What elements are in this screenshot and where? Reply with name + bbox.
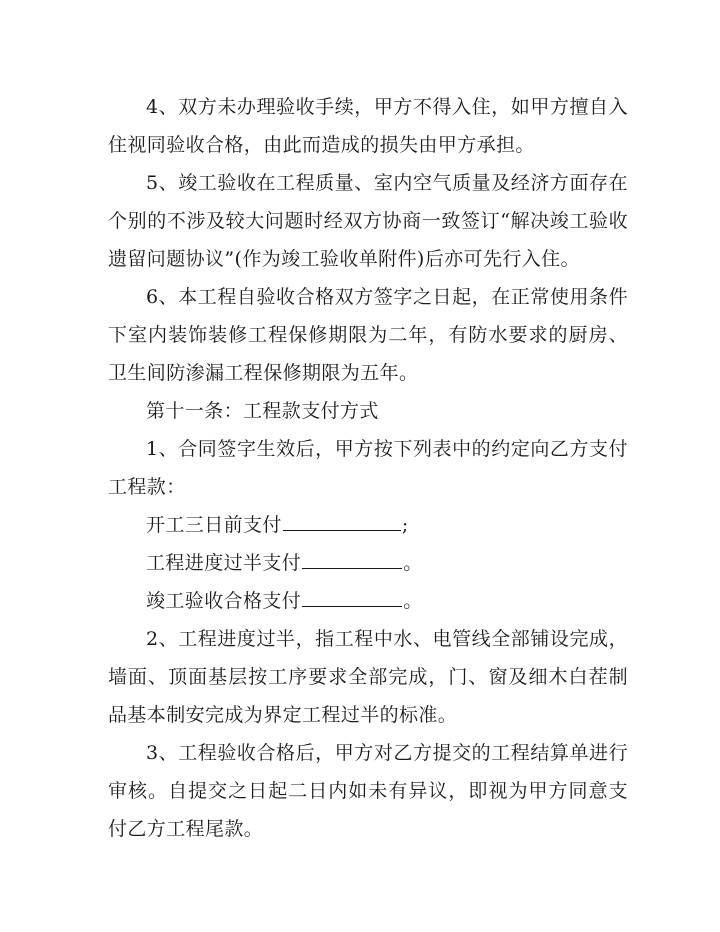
fill-in-blank	[302, 546, 402, 569]
payment-line-label: 开工三日前支付	[146, 514, 282, 536]
payment-line-end: 。	[403, 590, 423, 612]
payment-line-midway	[108, 544, 628, 582]
payment-line-completion	[108, 582, 628, 620]
clause-5-paragraph: 5、竣工验收在工程质量、室内空气质量及经济方面存在个别的不涉及较大问题时经双方协商一致签订“解决竣工验收遗留问题协议”(作为竣工验收单附件)后亦可先行入住。	[108, 172, 628, 270]
article-11-heading: 第十一条：工程款支付方式	[146, 400, 379, 422]
payment-clause-3-paragraph: 3、工程验收合格后，甲方对乙方提交的工程结算单进行审核。自提交之日起二日内如未有异议，即视为甲方同意支付乙方工程尾款。	[108, 742, 628, 840]
payment-clause-2-paragraph: 2、工程进度过半，指工程中水、电管线全部铺设完成，墙面、顶面基层按工序要求全部完成，门、窗及细木白茬制品基本制安完成为界定工程过半的标准。	[108, 628, 628, 726]
payment-line-end: 。	[403, 552, 423, 574]
fill-in-blank	[283, 508, 401, 531]
fill-in-blank	[302, 584, 402, 607]
payment-line-label: 工程进度过半支付	[146, 552, 302, 574]
payment-line-label: 竣工验收合格支付	[146, 590, 302, 612]
payment-line-end: ;	[401, 514, 409, 536]
payment-intro-paragraph: 1、合同签字生效后，甲方按下列表中的约定向乙方支付工程款：	[108, 438, 628, 498]
document-body	[108, 88, 628, 848]
clause-6-paragraph: 6、本工程自验收合格双方签字之日起，在正常使用条件下室内装饰装修工程保修期限为二年，有防水要求的厨房、卫生间防渗漏工程保修期限为五年。	[108, 286, 628, 384]
payment-line-start	[108, 506, 628, 544]
clause-4-paragraph: 4、双方未办理验收手续，甲方不得入住，如甲方擅自入住视同验收合格，由此而造成的损失由甲方承担。	[108, 96, 628, 156]
